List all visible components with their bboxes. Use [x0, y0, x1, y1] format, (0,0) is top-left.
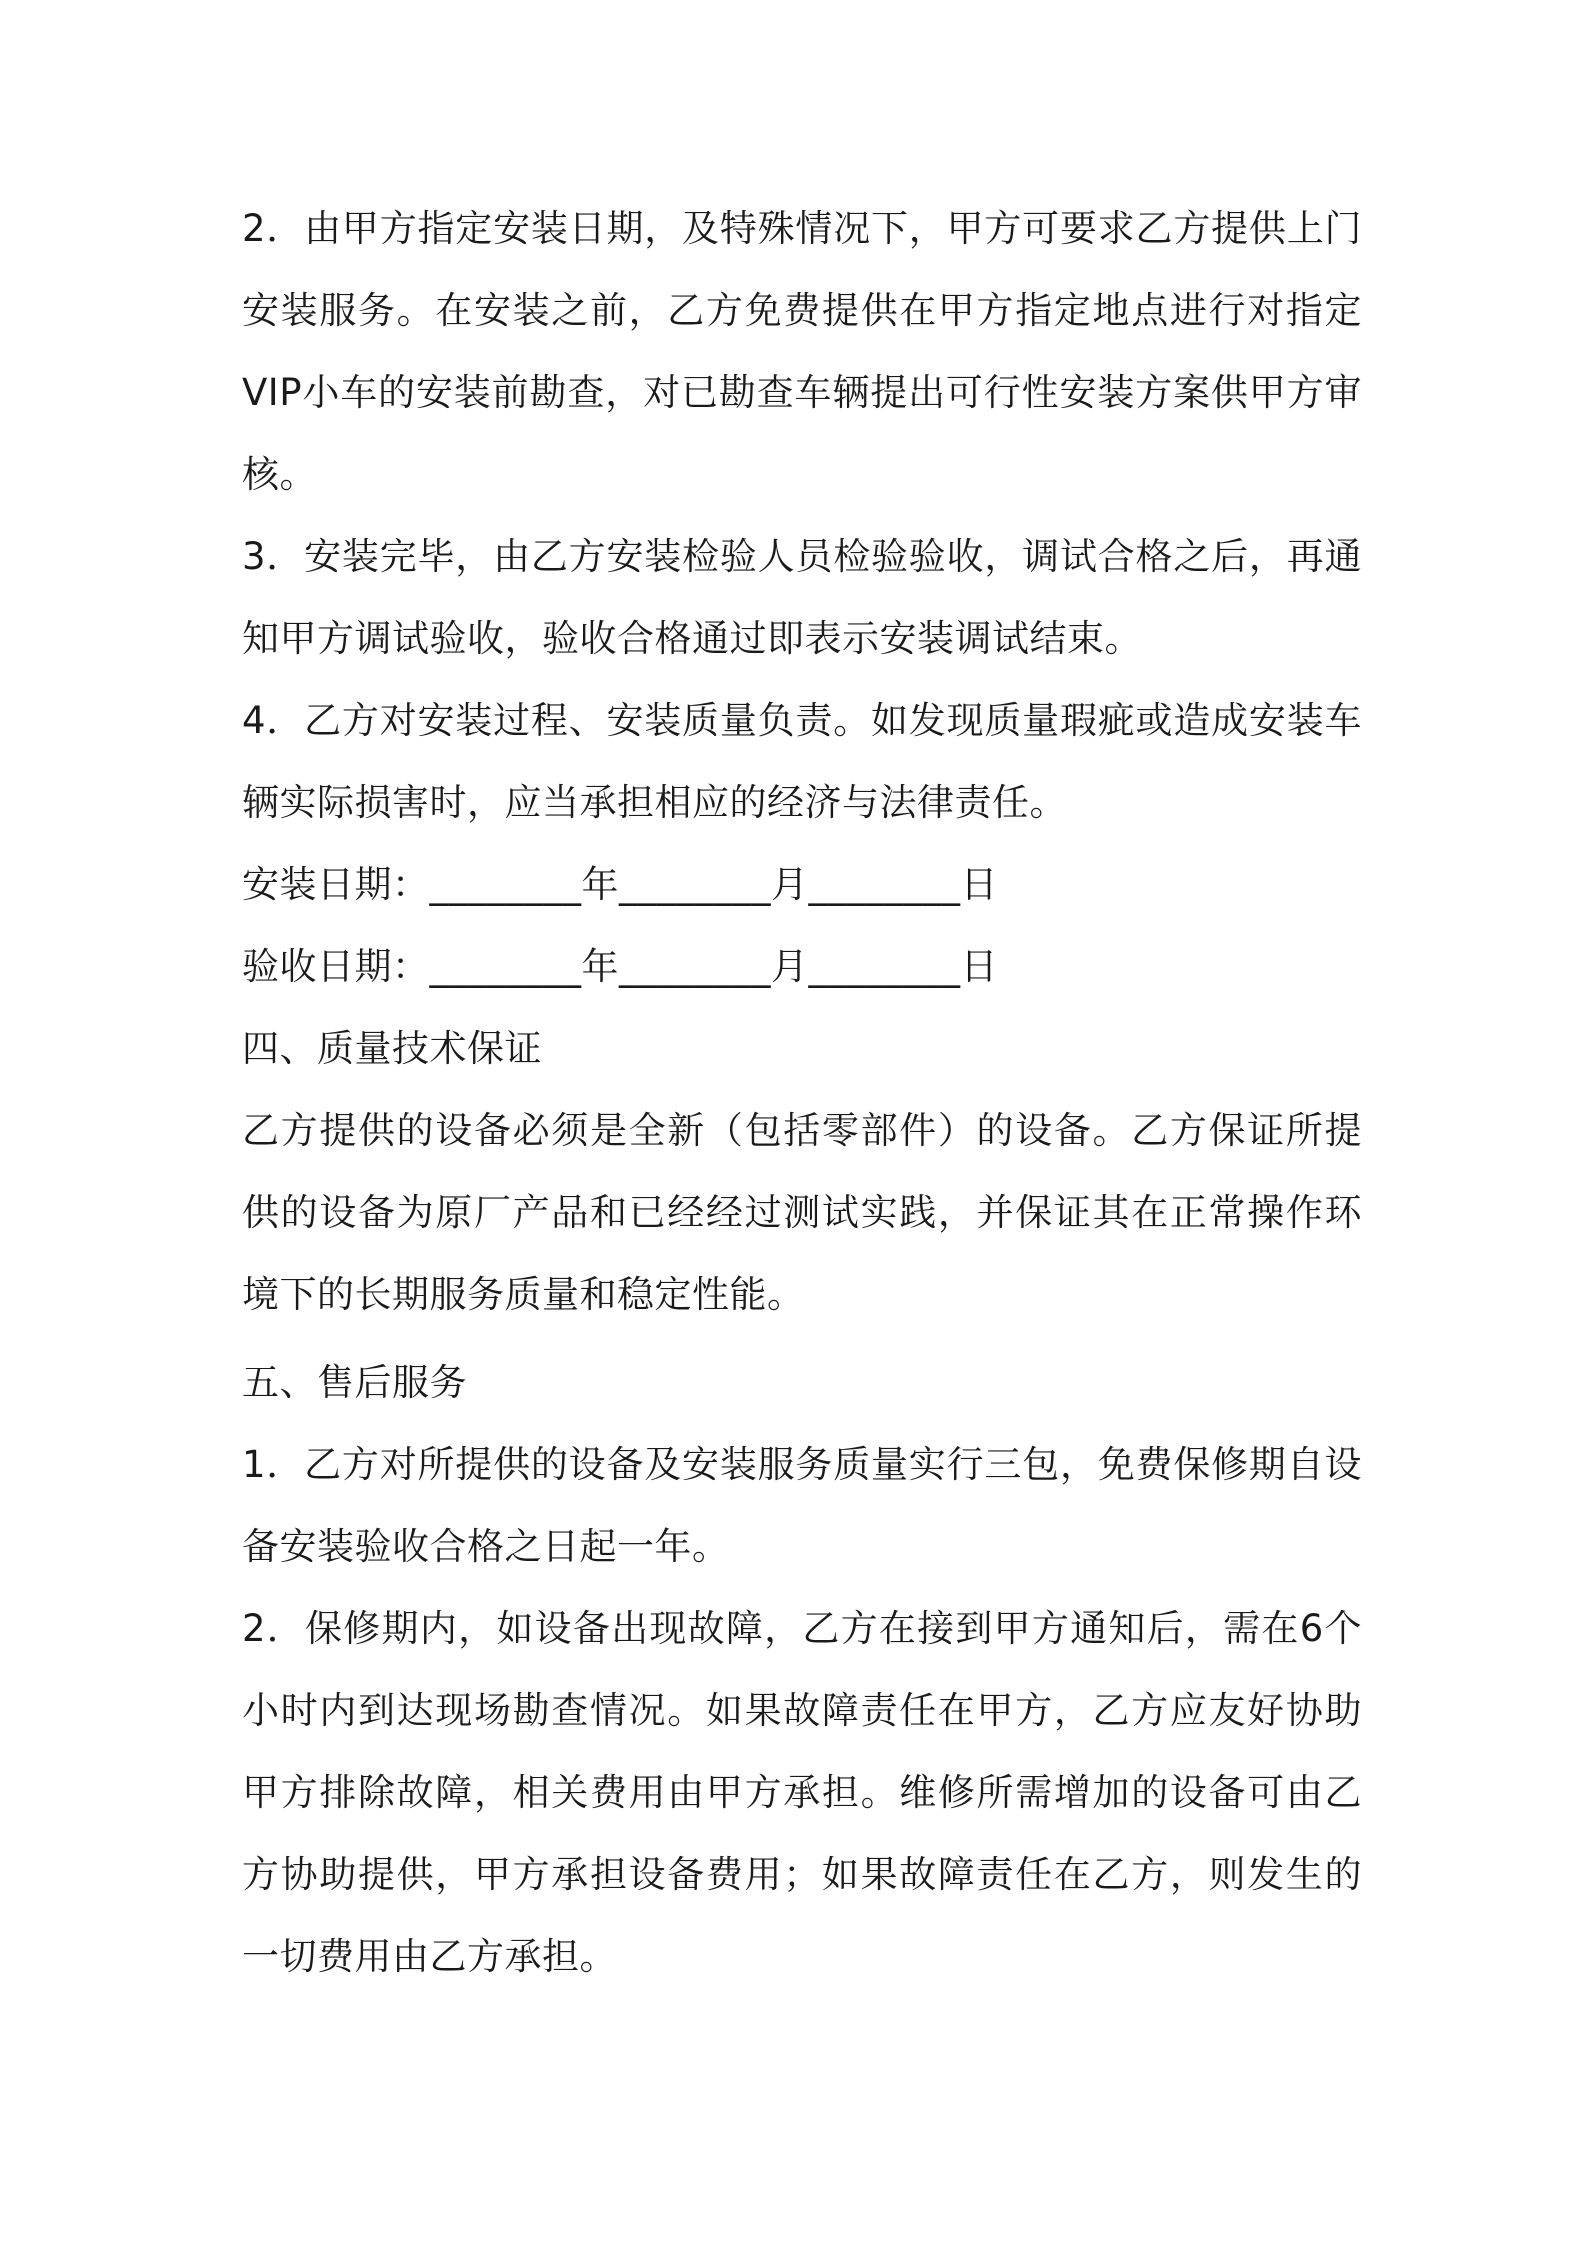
document-body — [242, 188, 1362, 1998]
clause-install-responsibility: 4．乙方对安装过程、安装质量负责。如发现质量瑕疵或造成安装车辆实际损害时，应当承担相应的经济与法律责任。 — [242, 699, 1362, 824]
section-heading-quality: 四、质量技术保证 — [242, 1027, 542, 1070]
section-heading-after-sales: 五、售后服务 — [242, 1361, 467, 1404]
install-date-line: 安装日期：________年________月________日 — [242, 863, 998, 906]
acceptance-date-line: 验收日期：________年________月________日 — [242, 945, 998, 988]
clause-install-date: 2．由甲方指定安装日期，及特殊情况下，甲方可要求乙方提供上门安装服务。在安装之前，乙方免费提供在甲方指定地点进行对指定VIP小车的安装前勘查，对已勘查车辆提出可行性安装方案供甲方审核。 — [242, 207, 1362, 496]
clause-repair-service: 2．保修期内，如设备出现故障，乙方在接到甲方通知后，需在6个小时内到达现场勘查情况。如果故障责任在甲方，乙方应友好协助甲方排除故障，相关费用由甲方承担。维修所需增加的设备可由乙方协助提供，甲方承担设备费用；如果故障责任在乙方，则发生的一切费用由乙方承担。 — [242, 1607, 1362, 1978]
clause-install-acceptance: 3．安装完毕，由乙方安装检验人员检验验收，调试合格之后，再通知甲方调试验收，验收合格通过即表示安装调试结束。 — [242, 535, 1362, 660]
clause-quality-guarantee: 乙方提供的设备必须是全新（包括零部件）的设备。乙方保证所提供的设备为原厂产品和已经经过测试实践，并保证其在正常操作环境下的长期服务质量和稳定性能。 — [242, 1109, 1362, 1316]
clause-warranty-period: 1．乙方对所提供的设备及安装服务质量实行三包，免费保修期自设备安装验收合格之日起一年。 — [242, 1443, 1362, 1568]
